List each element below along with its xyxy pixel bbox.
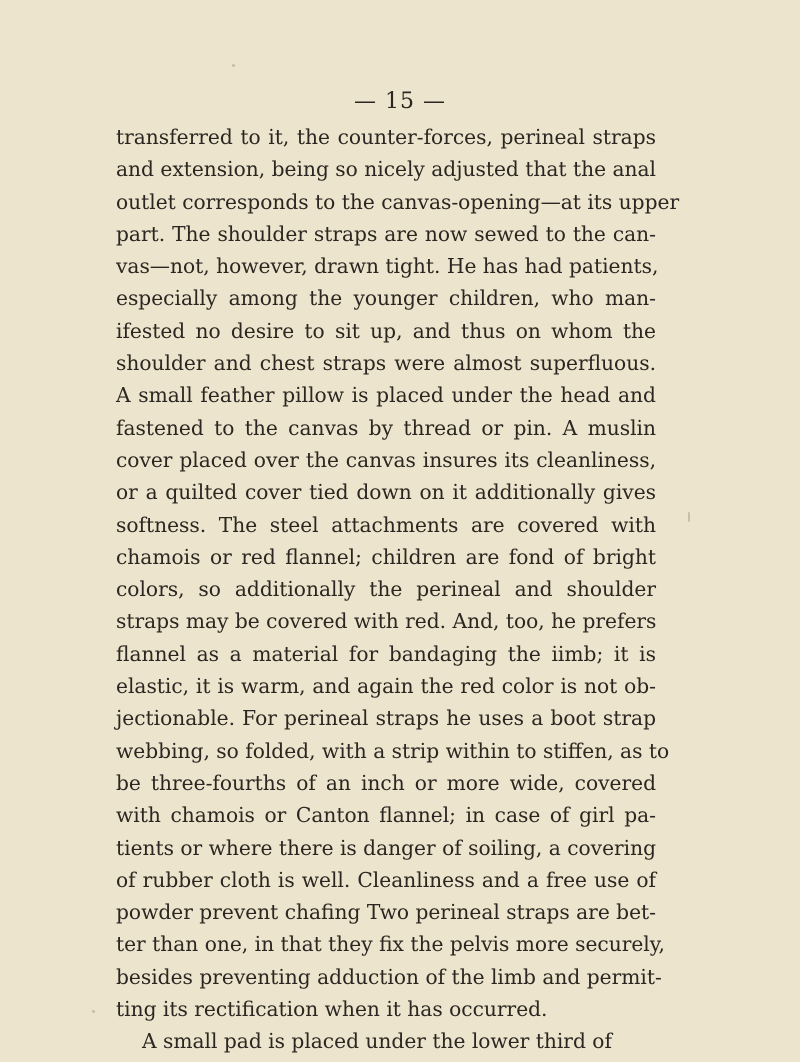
- text-line: especially among the younger children, who man-: [116, 286, 656, 311]
- paper-speck: [92, 1010, 95, 1013]
- text-line: shoulder and chest straps were almost superfluous.: [116, 351, 656, 376]
- text-line: transferred to it, the counter-forces, perineal straps: [116, 125, 656, 149]
- text-line: and extension, being so nicely adjusted that the anal: [116, 157, 656, 182]
- text-line: outlet corresponds to the canvas-opening—at its upper: [116, 189, 680, 214]
- paper-speck: [232, 64, 235, 67]
- text-line: ting its rectification when it has occurred.: [116, 997, 548, 1022]
- text-line: ter than one, in that they fix the pelvis more securely,: [116, 932, 665, 957]
- text-line: fastened to the canvas by thread or pin. A muslin: [116, 415, 656, 440]
- text-line: softness. The steel attachments are covered with: [116, 512, 656, 537]
- text-line: chamois or red flannel; children are fond of bright: [116, 544, 656, 569]
- text-line: A small feather pillow is placed under the head and: [116, 383, 656, 408]
- body-text: [116, 121, 680, 1058]
- text-line: jectionable. For perineal straps he uses a boot strap: [116, 706, 656, 731]
- text-line: A small pad is placed under the lower third of: [142, 1029, 612, 1054]
- text-line: powder prevent chafing Two perineal straps are bet-: [116, 900, 656, 925]
- paper-speck: [688, 512, 690, 522]
- text-line: or a quilted cover tied down on it additionally gives: [116, 480, 656, 505]
- text-line: part. The shoulder straps are now sewed to the can-: [116, 221, 656, 246]
- text-line: tients or where there is danger of soiling, a covering: [116, 835, 657, 860]
- text-line: with chamois or Canton flannel; in case of girl pa-: [116, 803, 656, 828]
- text-line: ifested no desire to sit up, and thus on whom the: [116, 318, 656, 343]
- text-line: straps may be covered with red. And, too, he prefers: [116, 609, 657, 634]
- text-line: of rubber cloth is well. Cleanliness and a free use of: [116, 867, 656, 892]
- text-line: vas—not, however, drawn tight. He has had patients,: [116, 254, 659, 279]
- text-line: elastic, it is warm, and again the red color is not ob-: [116, 674, 656, 699]
- text-line: be three-fourths of an inch or more wide, covered: [116, 770, 656, 795]
- text-line: flannel as a material for bandaging the iimb; it is: [116, 641, 656, 666]
- text-line: besides preventing adduction of the limb and permit-: [116, 964, 662, 989]
- text-line: webbing, so folded, with a strip within to stiffen, as to: [116, 738, 670, 763]
- page-number: — 15 —: [354, 89, 446, 114]
- text-line: cover placed over the canvas insures its cleanliness,: [116, 447, 656, 472]
- text-line: colors, so additionally the perineal and shoulder: [116, 577, 656, 602]
